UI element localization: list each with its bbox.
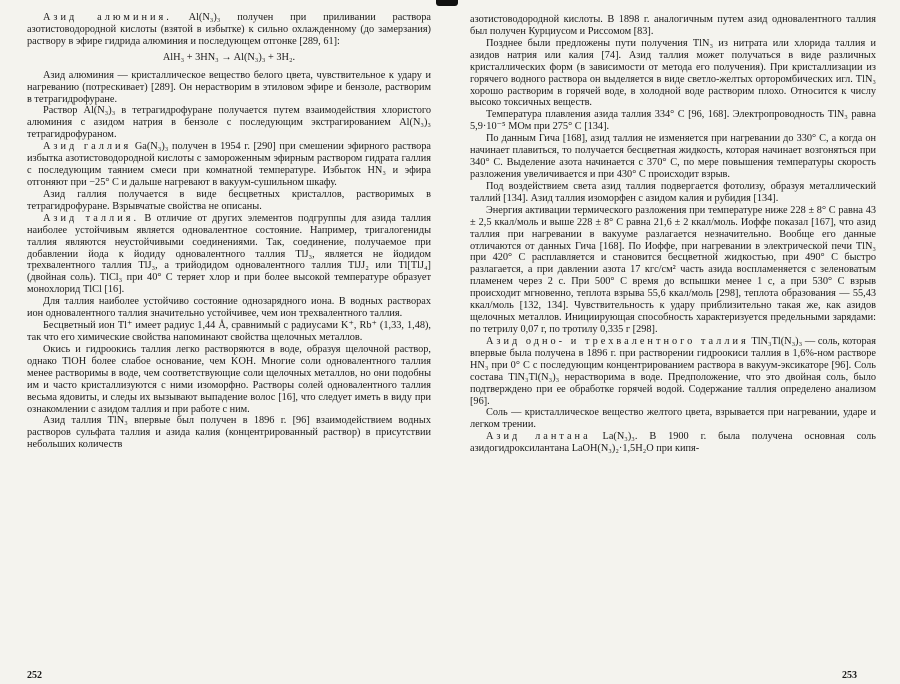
paragraph — [470, 431, 876, 455]
paragraph-text: Позднее были предложены пути получения TlN₃ из нитрата или хлорида таллия и азидов натрия или калия [74]. Азид таллия может получаться в виде различных кристаллических форм (в зависимости от метода его получения). При кристаллизации из горячего водного раствора он выделяется в виде светло-желтых орторомбических игл. TlN₃ хорошо растворим в горячей воде, в холодной воде растворим плохо. Относится к числу высоко токсичных веществ. — [470, 37, 876, 109]
page-number-left: 252 — [27, 670, 42, 681]
paragraph — [470, 181, 876, 205]
paragraph-text: Соль — кристаллическое вещество желтого цвета, взрывается при нагревании, ударе и легком трении. — [470, 407, 876, 431]
paragraph-text: Для таллия наиболее устойчиво состояние однозарядного иона. В водных растворах ион одновалентного таллия значительно устойчивее, чем ион трехвалентного таллия. — [27, 296, 431, 320]
paragraph-text: Бесцветный ион Tl⁺ имеет радиус 1,44 Å, сравнимый с радиусами K⁺, Rb⁺ (1,33, 1,48), так что его химические свойства напоминают свойства щелочных металлов. — [27, 320, 431, 343]
paragraph — [470, 38, 876, 110]
binding-mark — [436, 0, 458, 6]
paragraph-text: Al(N₃)₃ получен при приливании раствора азотистоводородной кислоты (взятой в избытке) к сильно охлажденному (до замерзания) раствору в эфире гидрида алюминия и последующем отгонке [289, 61]: — [27, 12, 431, 47]
paragraph — [470, 336, 876, 408]
page-number-right: 253 — [842, 670, 857, 681]
paragraph-text: В отличие от других элементов подгруппы для азида таллия наиболее устойчивым является одновалентное состояние. Например, тригалогениды таллия являются неустойчивыми соединениями. Так, соединение, получаемое при добавлении йода к йодиду одновалентного таллия TlJ₃, является не йодидом трехвалентного таллия TlJ₃, а трийодидом одновалентного таллия TlJJ₂ или Tl[TlJ₄] (двойная соль). TlCl₃ при 40° С теряет хлор и при более высокой температуре образует монохлорид TlCl [16]. — [27, 212, 432, 296]
paragraph — [27, 70, 431, 106]
paragraph — [27, 189, 431, 213]
paragraph-text: азотистоводородной кислоты. В 1898 г. аналогичным путем азид одновалентного таллия был получен Курциусом и Риссомом [83]. — [470, 14, 876, 37]
paragraph-text: По данным Гича [168], азид таллия не изменяется при нагревании до 330° С, а когда он начинает плавиться, то получается бесцветная жидкость, которая начинает возгоняться при 340° С. Выделение азота начинается с 370° С, по мере повышения температуры скорость разложения увеличивается и при 430° С происходит взрыв. — [470, 133, 876, 180]
paragraph — [470, 14, 876, 38]
paragraph-text: La(N₃)₃. В 1900 г. была получена основная соль азидогидроксилантана LaOH(N₃)₂·1,5H₂O при кипя- — [470, 431, 876, 455]
paragraph — [470, 133, 876, 181]
paragraph — [27, 141, 431, 189]
paragraph-text: Азид галлия получается в виде бесцветных кристаллов, растворимых в тетрагидрофуране. Взрывчатые свойства не описаны. — [27, 188, 431, 212]
section-heading: Азид алюминия. — [43, 12, 172, 23]
paragraph — [27, 213, 431, 296]
paragraph-text: Под воздействием света азид таллия подвергается фотолизу, образуя металлический таллий [134]. Азид таллия изоморфен с азидом калия и рубидия [134]. — [470, 180, 876, 204]
paragraph — [27, 344, 431, 416]
paragraph — [27, 105, 431, 141]
paragraph-text: Температура плавления азида таллия 334° С [96, 168]. Электропроводность TlN₃ равна 5,9·10⁻⁵ МОм при 275° С [134]. — [470, 109, 876, 133]
section-heading: Азид лантана — [486, 431, 591, 443]
paragraph — [27, 415, 431, 451]
paragraph — [470, 407, 876, 431]
section-heading: Азид галлия — [43, 141, 132, 153]
paragraph-text: Энергия активации термического разложения при температуре ниже 228 ± 8° С равна 43 ± 2,5 ккал/моль и выше 228 ± 8° С равна 21,6 ± 2 ккал/моль. Иоффе показал [167], что азид таллия при нагревании в вакууме разлагается незначительно. Вообще его данные отличаются от данных Гича [168]. По Иоффе, при нагревании в электрической печи TlN₃ при 420° С расплавляется и становится бесцветной жидкостью, при 490° С быстро разлагается, а при давлении азота 17 кгс/см² часть азида воспламеняется с зеленоватым пламенем через 2 с. При 500° С время до вспышки менее 1 с, а при 530° С взрыв происходит мгновенно, теплота взрыва 55,6 ккал/моль [298], теплота образования — 55,43 ккал/моль [132, 134]. Чувствительность к удару приблизительно такая же, как азидов щелочных металлов. Инициирующая способность характеризуется предельными зарядами: по тетрилу 0,07 г, по тротилу 0,335 г [298]. — [470, 204, 876, 335]
paragraph — [470, 205, 876, 336]
paragraph-text: Раствор Al(N₃)₃ в тетрагидрофуране получается путем взаимодействия хлористого алюминия с азидом натрия в бензоле с последующим экстрагированием Al(N₃)₃ тетрагидрофураном. — [27, 105, 431, 141]
paragraph — [27, 320, 431, 344]
section-heading: Азид одно- и трехвалентного таллия — [486, 335, 749, 347]
paragraph — [27, 12, 431, 48]
formula: AlH₃ + 3HN₃ → Al(N₃)₃ + 3H₂. — [162, 51, 296, 63]
paragraph-text: Ga(N₃)₃ получен в 1954 г. [290] при смешении эфирного раствора избытка азотистоводородной кислоты с замороженным эфирным раствором гидрата галлия с последующим таянием смеси при комнатной температуре. Избыток HN₃ и эфира отгоняют при −25° С и дальше нагревают в вакуум-сушильном шкафу. — [27, 141, 431, 188]
right-page-column — [470, 14, 876, 455]
paragraph-text: Азид алюминия — кристаллическое вещество белого цвета, чувствительное к удару и нагреванию (потрескивает) [289]. Он нерастворим в этиловом эфире и бензоле, растворим в тетрагидрофуране. — [27, 69, 431, 105]
left-page-column — [27, 12, 431, 451]
section-heading: Азид таллия. — [43, 212, 140, 224]
paragraph-text: TlN₃Tl(N₃)₃ — соль, которая впервые была получена в 1896 г. при растворении гидроокиси таллия в 1,6%-ном растворе HN₃ при 0° С с последующим концентрированием раствора в вакуум-эксикаторе [96]. Соль состава TlN₃Tl(N₃)₃ нерастворима в воде. Предположение, что это двойная соль, было подтверждено при ее обработке горячей водой. Содержание таллия определено анализом [96]. — [470, 335, 876, 407]
paragraph — [27, 296, 431, 320]
paragraph — [470, 109, 876, 133]
paragraph-text: Азид таллия TlN₃ впервые был получен в 1896 г. [96] взаимодействием водных растворов сульфата таллия и азида калия (концентрированный раствор) в присутствии небольших количеств — [27, 415, 431, 451]
paragraph-text: Окись и гидроокись таллия легко растворяются в воде, образуя щелочной раствор, однако TlOH более слабое основание, чем KOH. Многие соли одновалентного таллия менее растворимы в воде, чем соответствующие соли щелочных металлов, но они подобны им и часто кристаллизуются с ними изоморфно. Растворы солей одновалентного таллия весьма ядовиты, и следы их вызывают выпадение волос [16], что следует иметь в виду при ознакомлении с азидом таллия и при работе с ним. — [27, 343, 431, 415]
